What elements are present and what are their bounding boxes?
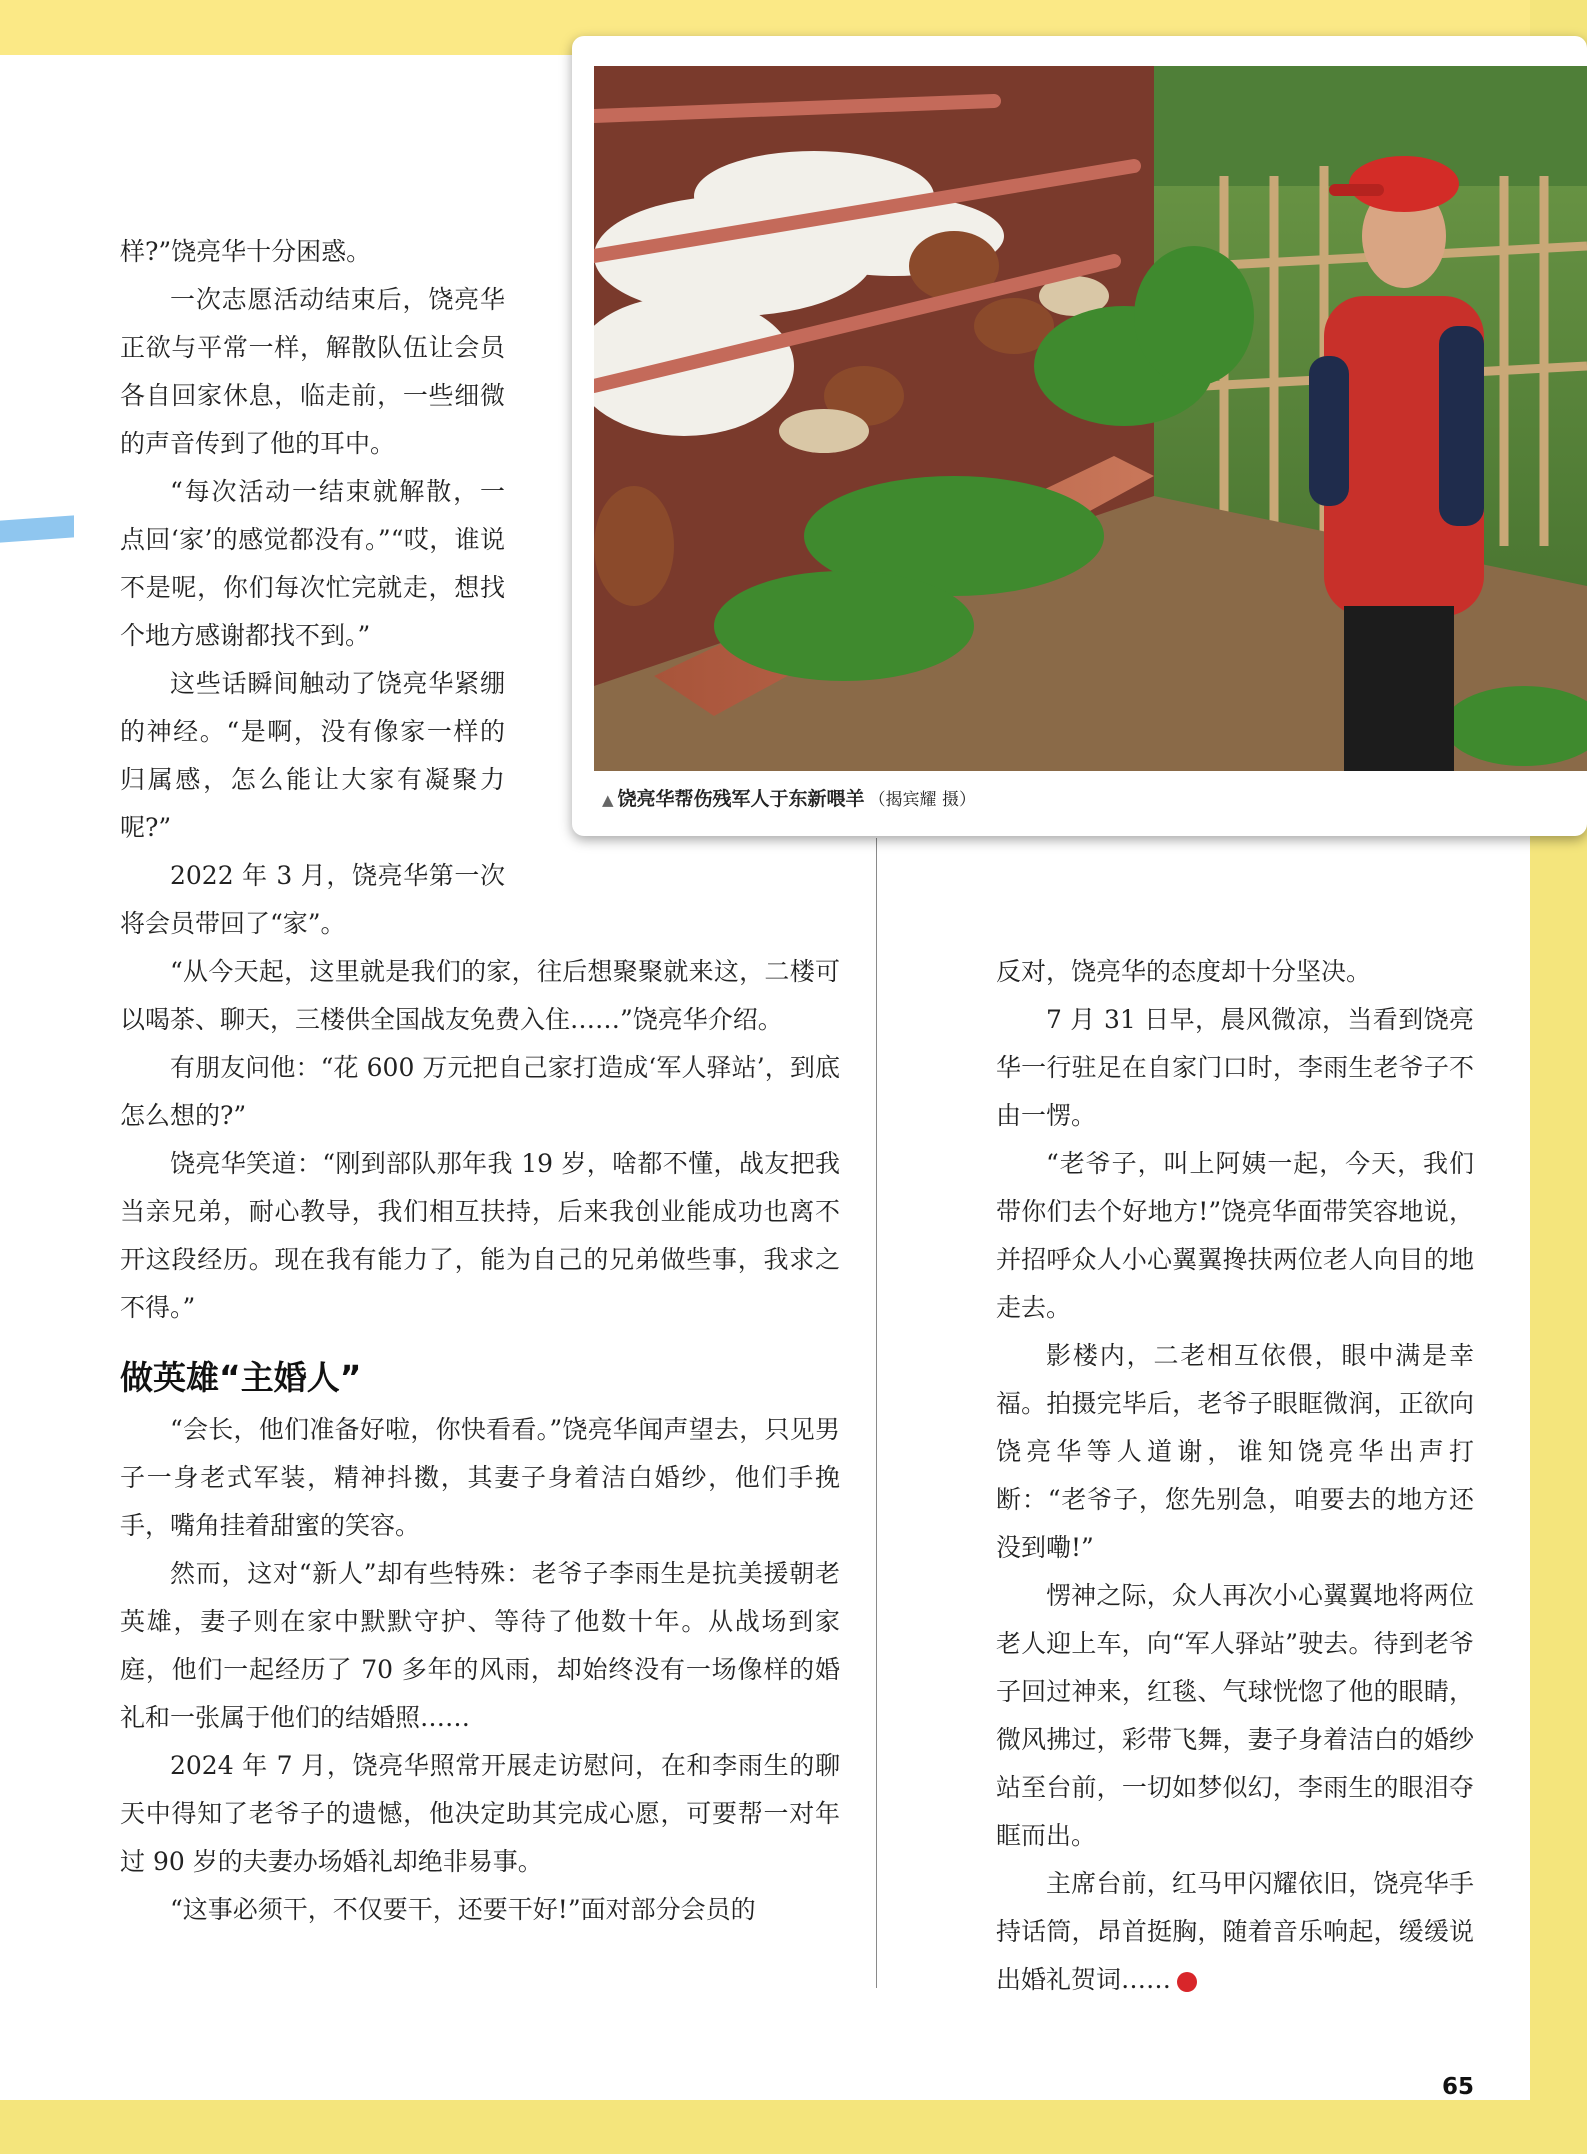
- page-number: 65: [1442, 2074, 1475, 2100]
- paragraph: 有朋友问他：“花 600 万元把自己家打造成‘军人驿站’，到底怎么想的?”: [120, 1053, 840, 1130]
- bottom-border-band: [0, 2100, 1587, 2154]
- paragraph: 饶亮华笑道：“刚到部队那年我 19 岁，啥都不懂，战友把我当亲兄弟，耐心教导，我们相互扶持，后来我创业能成功也离不开这段经历。现在我有能力了，能为自己的兄弟做些事，我求之不得。”: [120, 1149, 840, 1322]
- paragraph: 7 月 31 日早，晨风微凉，当看到饶亮华一行驻足在自家门口时，李雨生老爷子不由一愣。: [996, 1005, 1474, 1130]
- column2-text: [996, 948, 1474, 2004]
- paragraph: 然而，这对“新人”却有些特殊：老爷子李雨生是抗美援朝老英雄，妻子则在家中默默守护、等待了他数十年。从战场到家庭，他们一起经历了 70 多年的风雨，却始终没有一场像样的婚礼和一张属于他们的结婚照……: [120, 1559, 840, 1732]
- paragraph: 愣神之际，众人再次小心翼翼地将两位老人迎上车，向“军人驿站”驶去。待到老爷子回过神来，红毯、气球恍惚了他的眼睛，微风拂过，彩带飞舞，妻子身着洁白的婚纱站至台前，一切如梦似幻，李雨生的眼泪夺眶而出。: [996, 1581, 1474, 1850]
- column1-bottom-text: [120, 948, 840, 1934]
- caption-marker-icon: ▲: [602, 791, 614, 809]
- paragraph: 2022 年 3 月，饶亮华第一次将会员带回了“家”。: [120, 861, 505, 938]
- section-heading: 做英雄“主婚人”: [120, 1358, 362, 1397]
- paragraph: 一次志愿活动结束后，饶亮华正欲与平常一样，解散队伍让会员各自回家休息，临走前，一些细微的声音传到了他的耳中。: [120, 285, 505, 458]
- paragraph: “这事必须干，不仅要干，还要干好!”面对部分会员的: [170, 1895, 756, 1924]
- photo-card: [572, 36, 1587, 836]
- goat-feeding-photo: [594, 66, 1587, 771]
- paragraph: “从今天起，这里就是我们的家，往后想聚聚就来这，二楼可以喝茶、聊天，三楼供全国战友免费入住……”饶亮华介绍。: [120, 957, 840, 1034]
- paragraph: 影楼内，二老相互依偎，眼中满是幸福。拍摄完毕后，老爷子眼眶微润，正欲向饶亮华等人道谢，谁知饶亮华出声打断：“老爷子，您先别急，咱要去的地方还没到嘞!”: [996, 1341, 1474, 1562]
- paragraph: 2024 年 7 月，饶亮华照常开展走访慰问，在和李雨生的聊天中得知了老爷子的遗憾，他决定助其完成心愿，可要帮一对年过 90 岁的夫妻办场婚礼却绝非易事。: [120, 1751, 840, 1876]
- paragraph: “每次活动一结束就解散，一点回‘家’的感觉都没有。”“哎，谁说不是呢，你们每次忙完就走，想找个地方感谢都找不到。”: [120, 477, 505, 650]
- end-mark-icon: N: [1177, 1972, 1197, 1992]
- caption-text: 饶亮华帮伤残军人于东新喂羊: [617, 788, 865, 810]
- paragraph: 反对，饶亮华的态度却十分坚决。: [996, 957, 1372, 986]
- paragraph: “会长，他们准备好啦，你快看看。”饶亮华闻声望去，只见男子一身老式军装，精神抖擞，其妻子身着洁白婚纱，他们手挽手，嘴角挂着甜蜜的笑容。: [120, 1415, 840, 1540]
- paragraph: 这些话瞬间触动了饶亮华紧绷的神经。“是啊，没有像家一样的归属感，怎么能让大家有凝聚力呢?”: [120, 669, 505, 842]
- paragraph: “老爷子，叫上阿姨一起，今天，我们带你们去个好地方!”饶亮华面带笑容地说，并招呼众人小心翼翼搀扶两位老人向目的地走去。: [996, 1149, 1474, 1322]
- paragraph-final: [996, 1860, 1474, 2004]
- column-divider: [876, 838, 877, 1988]
- photo-illustration: [594, 66, 1587, 771]
- paragraph-final-text: 主席台前，红马甲闪耀依旧，饶亮华手持话筒，昂首挺胸，随着音乐响起，缓缓说出婚礼贺词……: [996, 1869, 1474, 1994]
- photo-caption: [602, 784, 976, 811]
- paragraph: 样?”饶亮华十分困惑。: [120, 237, 372, 266]
- photo-credit: （揭宾耀 摄）: [868, 790, 976, 810]
- column1-top-text: [120, 228, 505, 948]
